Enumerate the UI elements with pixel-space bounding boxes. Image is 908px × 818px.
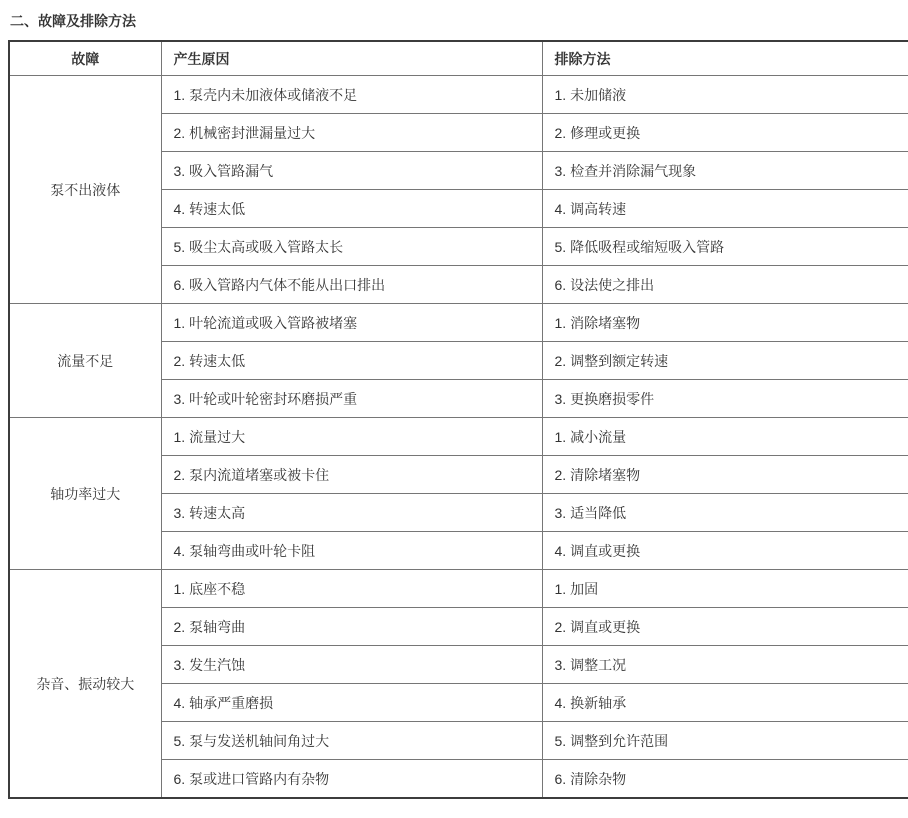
solution-cell: 2. 调整到额定转速 <box>542 342 908 380</box>
solution-cell: 6. 清除杂物 <box>542 760 908 799</box>
cause-cell: 1. 流量过大 <box>161 418 542 456</box>
solution-cell: 2. 调直或更换 <box>542 608 908 646</box>
cause-cell: 5. 泵与发送机轴间角过大 <box>161 722 542 760</box>
fault-table <box>8 40 908 799</box>
solution-cell: 4. 调高转速 <box>542 190 908 228</box>
solution-cell: 4. 换新轴承 <box>542 684 908 722</box>
header-cause: 产生原因 <box>161 41 542 76</box>
solution-cell: 3. 调整工况 <box>542 646 908 684</box>
solution-cell: 1. 加固 <box>542 570 908 608</box>
fault-group-label: 杂音、振动较大 <box>9 570 161 799</box>
cause-cell: 6. 泵或进口管路内有杂物 <box>161 760 542 799</box>
solution-cell: 1. 未加储液 <box>542 76 908 114</box>
cause-cell: 2. 泵内流道堵塞或被卡住 <box>161 456 542 494</box>
cause-cell: 6. 吸入管路内气体不能从出口排出 <box>161 266 542 304</box>
cause-cell: 1. 底座不稳 <box>161 570 542 608</box>
fault-group-label: 轴功率过大 <box>9 418 161 570</box>
fault-group-label: 流量不足 <box>9 304 161 418</box>
solution-cell: 5. 调整到允许范围 <box>542 722 908 760</box>
solution-cell: 2. 修理或更换 <box>542 114 908 152</box>
table-row <box>9 570 908 608</box>
cause-cell: 2. 泵轴弯曲 <box>161 608 542 646</box>
solution-cell: 6. 设法使之排出 <box>542 266 908 304</box>
fault-group-label: 泵不出液体 <box>9 76 161 304</box>
cause-cell: 2. 机械密封泄漏量过大 <box>161 114 542 152</box>
table-row <box>9 76 908 114</box>
header-row <box>9 41 908 76</box>
cause-cell: 4. 转速太低 <box>161 190 542 228</box>
section-title: 二、故障及排除方法 <box>10 13 136 29</box>
solution-cell: 3. 检查并消除漏气现象 <box>542 152 908 190</box>
solution-cell: 2. 清除堵塞物 <box>542 456 908 494</box>
cause-cell: 2. 转速太低 <box>161 342 542 380</box>
cause-cell: 4. 泵轴弯曲或叶轮卡阻 <box>161 532 542 570</box>
cause-cell: 3. 发生汽蚀 <box>161 646 542 684</box>
solution-cell: 4. 调直或更换 <box>542 532 908 570</box>
solution-cell: 1. 消除堵塞物 <box>542 304 908 342</box>
cause-cell: 4. 轴承严重磨损 <box>161 684 542 722</box>
header-fault: 故障 <box>9 41 161 76</box>
cause-cell: 3. 转速太高 <box>161 494 542 532</box>
cause-cell: 1. 泵壳内未加液体或储液不足 <box>161 76 542 114</box>
cause-cell: 5. 吸尘太高或吸入管路太长 <box>161 228 542 266</box>
solution-cell: 3. 适当降低 <box>542 494 908 532</box>
table-row <box>9 304 908 342</box>
header-solution: 排除方法 <box>542 41 908 76</box>
cause-cell: 3. 吸入管路漏气 <box>161 152 542 190</box>
cause-cell: 1. 叶轮流道或吸入管路被堵塞 <box>161 304 542 342</box>
solution-cell: 3. 更换磨损零件 <box>542 380 908 418</box>
solution-cell: 5. 降低吸程或缩短吸入管路 <box>542 228 908 266</box>
table-row <box>9 418 908 456</box>
cause-cell: 3. 叶轮或叶轮密封环磨损严重 <box>161 380 542 418</box>
solution-cell: 1. 减小流量 <box>542 418 908 456</box>
